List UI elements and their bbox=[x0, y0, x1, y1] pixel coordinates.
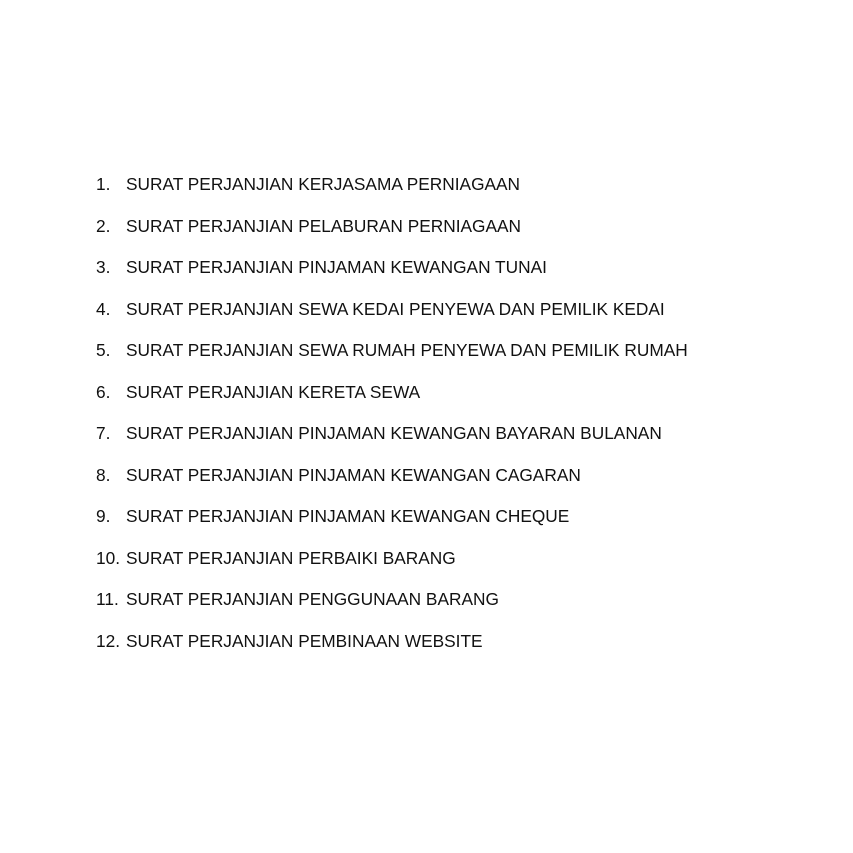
item-title: SURAT PERJANJIAN PELABURAN PERNIAGAAN bbox=[126, 215, 522, 236]
list-item bbox=[96, 548, 688, 590]
item-title: SURAT PERJANJIAN PINJAMAN KEWANGAN CAGARAN bbox=[126, 464, 581, 485]
item-title: SURAT PERJANJIAN SEWA KEDAI PENYEWA DAN PEMILIK KEDAI bbox=[126, 298, 665, 319]
list-item bbox=[96, 299, 688, 341]
item-title: SURAT PERJANJIAN PERBAIKI BARANG bbox=[126, 547, 456, 568]
item-title: SURAT PERJANJIAN PEMBINAAN WEBSITE bbox=[126, 630, 483, 651]
list-item bbox=[96, 506, 688, 548]
list-item bbox=[96, 340, 688, 382]
list-item bbox=[96, 257, 688, 299]
item-title: SURAT PERJANJIAN PINJAMAN KEWANGAN CHEQUE bbox=[126, 506, 570, 526]
item-number: 8. bbox=[96, 464, 111, 485]
item-number: 6. bbox=[96, 381, 111, 402]
item-number: 12. bbox=[96, 630, 121, 651]
item-title: SURAT PERJANJIAN SEWA RUMAH PENYEWA DAN PEMILIK RUMAH bbox=[126, 340, 688, 360]
item-number: 7. bbox=[96, 423, 111, 443]
agreement-list bbox=[96, 174, 688, 672]
item-number: 1. bbox=[96, 174, 111, 194]
item-number: 2. bbox=[96, 215, 111, 236]
item-number: 5. bbox=[96, 340, 111, 360]
item-number: 4. bbox=[96, 298, 111, 319]
item-number: 11. bbox=[96, 589, 119, 609]
list-item bbox=[96, 216, 688, 258]
item-title: SURAT PERJANJIAN PINJAMAN KEWANGAN TUNAI bbox=[126, 257, 547, 277]
list-item bbox=[96, 589, 688, 631]
item-number: 10. bbox=[96, 547, 121, 568]
item-title: SURAT PERJANJIAN PINJAMAN KEWANGAN BAYARAN BULANAN bbox=[126, 423, 662, 443]
list-item bbox=[96, 465, 688, 507]
list-item bbox=[96, 631, 688, 673]
item-title: SURAT PERJANJIAN PENGGUNAAN BARANG bbox=[126, 589, 499, 609]
list-item bbox=[96, 174, 688, 216]
item-number: 3. bbox=[96, 257, 111, 277]
item-title: SURAT PERJANJIAN KERJASAMA PERNIAGAAN bbox=[126, 174, 521, 194]
list-item bbox=[96, 423, 688, 465]
list-item bbox=[96, 382, 688, 424]
item-title: SURAT PERJANJIAN KERETA SEWA bbox=[126, 381, 421, 402]
item-number: 9. bbox=[96, 506, 111, 526]
